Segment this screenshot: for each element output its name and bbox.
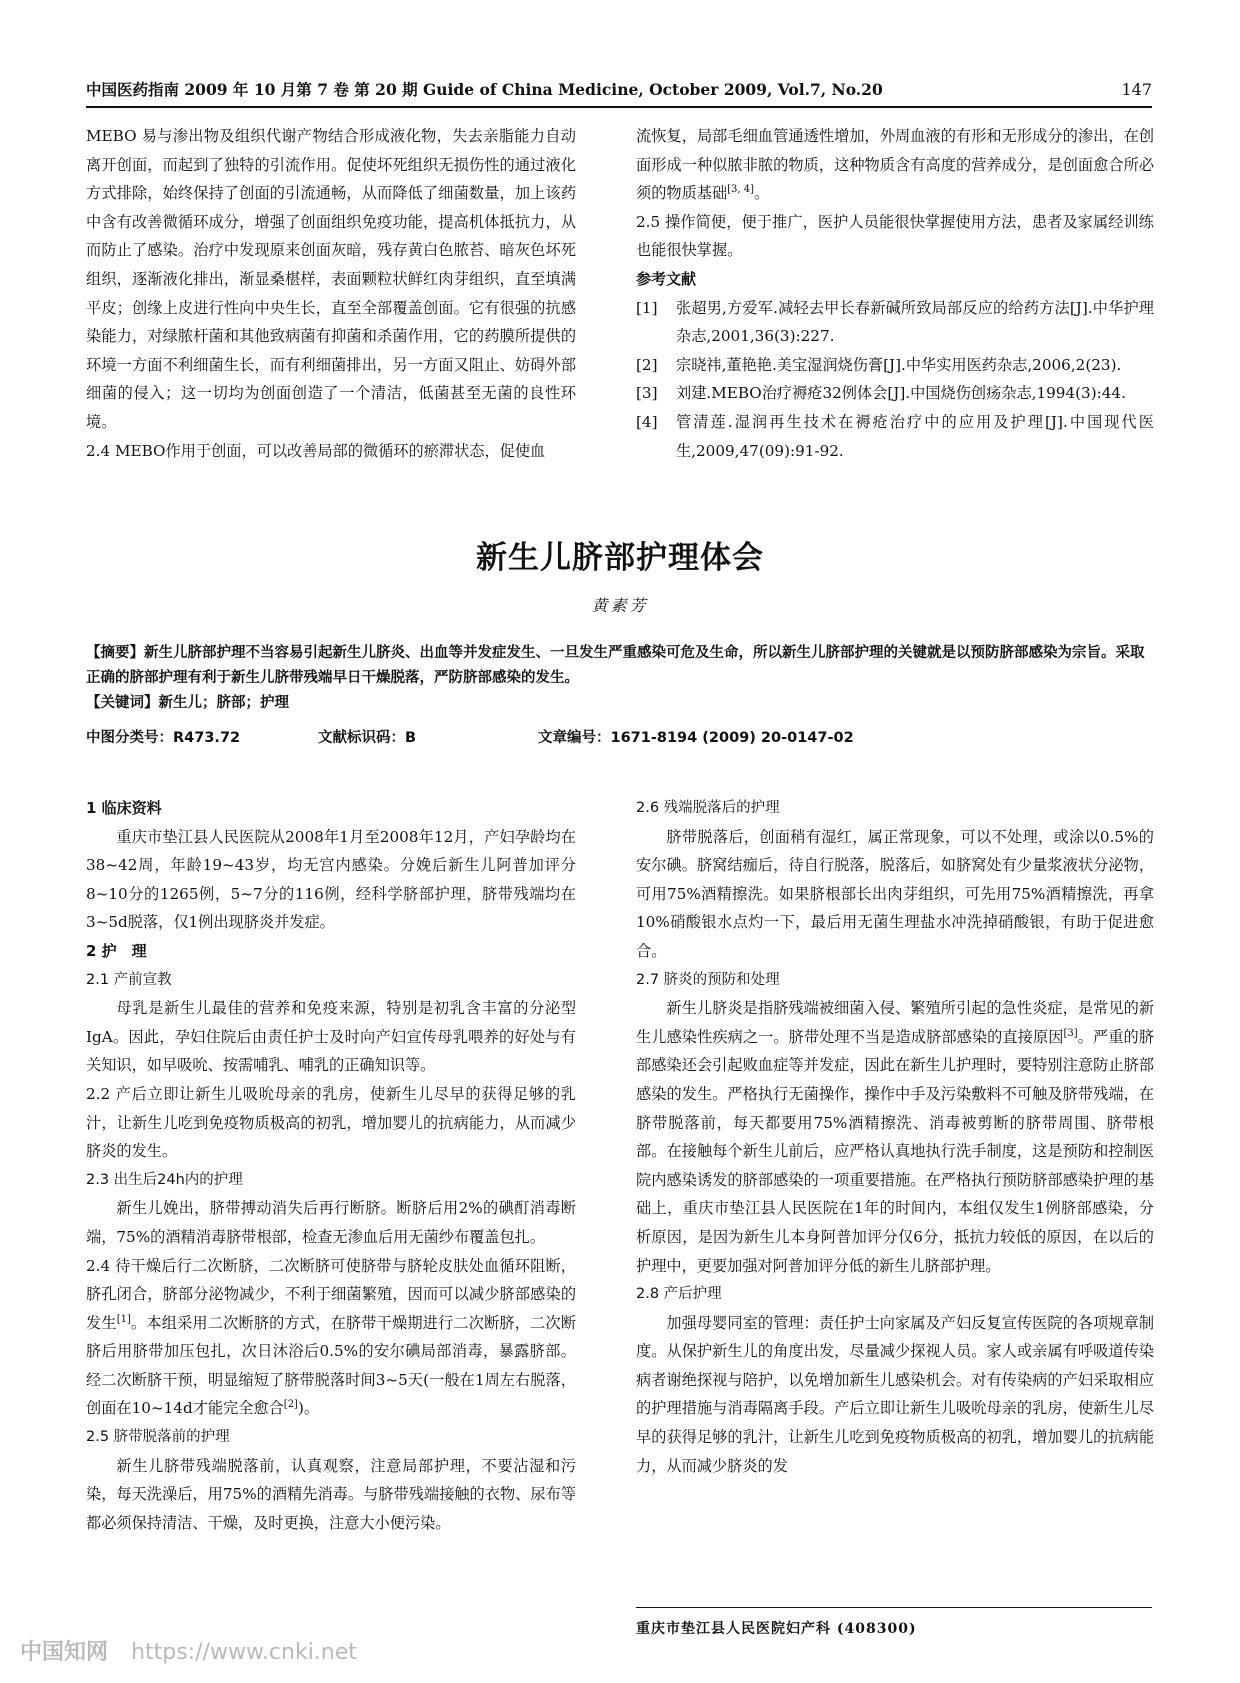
article-author: 黄素芳	[591, 596, 649, 615]
abstract-block	[86, 640, 1154, 715]
author-affiliation: 重庆市垫江县人民医院妇产科 (408300)	[636, 1607, 1152, 1638]
section-heading: 2 护 理	[86, 941, 147, 960]
paragraph: 脐带脱落后，创面稍有湿红，属正常现象，可以不处理，或涂以0.5%的安尔碘。脐窝结痂后，待自行脱落，脱落后，如脐窝处有少量浆液状分泌物，可用75%酒精擦洗。如果脐根部长出肉芽组织，可先用75%酒精擦洗，再拿10%硝酸银水点灼一下，最后用无菌生理盐水冲洗掉硝酸银，有助于促进愈合。	[636, 827, 1154, 960]
section-heading: 1 临床资料	[86, 799, 162, 817]
citation: [3]	[1063, 1027, 1078, 1039]
cnki-watermark	[20, 1635, 357, 1666]
running-head: 中国医药指南 2009 年 10 月第 7 卷 第 20 期 Guide of China Medicine, October 2009, Vol.7, No.20	[86, 80, 883, 99]
article-right-column	[636, 794, 1154, 1480]
paragraph: 加强母婴同室的管理：责任护士向家属及产妇反复宣传医院的各项规章制度。从保护新生儿的角度出发，尽量减少探视人员。家人或亲属有呼吸道传染病者谢绝探视与陪护，以免增加新生儿感染机会。对有传染病的产妇采取相应的护理措施与消毒隔离手段。产后立即让新生儿吸吮母亲的乳房，使新生儿尽早的获得足够的乳汁，让新生儿吃到免疫物质极高的初乳，增加婴儿的抗病能力，从而减少脐炎的发	[636, 1313, 1154, 1475]
reference-item: [1] 张超男,方爱军.减轻去甲长春新碱所致局部反应的给药方法[J].中华护理杂志,2001,36(3):227.	[636, 298, 1154, 346]
article-number: 文章编号：1671-8194 (2009) 20-0147-02	[538, 730, 854, 746]
article-title: 新生儿脐部护理体会	[476, 540, 764, 576]
abstract-label: 【摘要】	[86, 644, 144, 661]
references-heading: 参考文献	[636, 269, 697, 288]
clc-number: 中图分类号：R473.72	[86, 730, 241, 746]
subsection-heading: 2.7 脐炎的预防和处理	[636, 971, 780, 988]
citation: [1]	[116, 1313, 131, 1325]
cnki-url: https://www.cnki.net	[131, 1640, 357, 1665]
paragraph: 新生儿脐带残端脱落前，认真观察，注意局部护理，不要沾湿和污染，每天洗澡后，用75%的酒精先消毒。与脐带残端接触的衣物、尿布等都必须保持清洁、干燥，及时更换，注意大小便污染。	[86, 1456, 576, 1532]
paragraph: 新生儿脐炎是指脐残端被细菌入侵、繁殖所引起的急性炎症，是常见的新生儿感染性疾病之一。脐带处理不当是造成脐部感染的直接原因[3]。严重的脐部感染还会引起败血症等并发症，因此在新生儿护理时，要特别注意防止脐部感染的发生。严格执行无菌操作，操作中手及污染敷料不可触及脐带残端，在脐带脱落前，每天都要用75%酒精擦洗、消毒被剪断的脐带周围、脐带根部。在接触每个新生儿前后，应严格认真地执行洗手制度，这是预防和控制医院内感染诱发的脐部感染的一项重要措施。在严格执行预防脐部感染护理的基础上，重庆市垫江县人民医院在1年的时间内，本组仅发生1例脐部感染，分析原因，是因为新生儿本身阿普加评分仅6分，抵抗力较低的原因，在以后的护理中，更要加强对阿普加评分低的新生儿脐部护理。	[636, 999, 1155, 1275]
page-number: 147	[1121, 80, 1152, 99]
paragraph: 2.4 待干燥后行二次断脐，二次断脐可使脐带与脐轮皮肤处血循环阻断，脐孔闭合，脐部分泌物减少，不利于细菌繁殖，因而可以减少脐部感染的发生[1]。本组采用二次断脐的方式，在脐带干燥期进行二次断脐，二次断脐后用脐带加压包扎，次日沐浴后0.5%的安尔碘局部消毒，暴露脐部。经二次断脐干预，明显缩短了脐带脱落时间3~5天(一般在1周左右脱落，创面在10~14d才能完全愈合[2])。	[86, 1256, 577, 1418]
subsection-heading: 2.1 产前宣教	[86, 971, 172, 988]
paragraph: 2.2 产后立即让新生儿吸吮母亲的乳房，使新生儿尽早的获得足够的乳汁，让新生儿吃到免疫物质极高的初乳，增加婴儿的抗病能力，从而减少脐炎的发生。	[86, 1084, 576, 1161]
citation: [2]	[283, 1399, 298, 1411]
references-list	[636, 294, 1154, 466]
abstract: 【摘要】新生儿脐部护理不当容易引起新生儿脐炎、出血等并发症发生、一旦发生严重感染可危及生命，所以新生儿脐部护理的关键就是以预防脐部感染为宗旨。采取正确的脐部护理有利于新生儿脐带残端早日干燥脱落，严防脐部感染的发生。	[86, 644, 1145, 686]
paragraph: 母乳是新生儿最佳的营养和免疫来源，特别是初乳含丰富的分泌型IgA。因此，孕妇住院后由责任护士及时向产妇宣传母乳喂养的好处与有关知识，如早吸吮、按需哺乳、哺乳的正确知识等。	[86, 999, 576, 1075]
paragraph: 重庆市垫江县人民医院从2008年1月至2008年12月，产妇孕龄均在38~42周，年龄19~43岁，均无宫内感染。分娩后新生儿阿普加评分8~10分的1265例，5~7分的116例，经科学脐部护理，脐带残端均在3~5d脱落，仅1例出现脐炎并发症。	[86, 827, 576, 932]
prev-paragraph-2-4: 2.4 MEBO作用于创面，可以改善局部的微循环的瘀滞状态，促使血	[86, 441, 546, 460]
running-header	[86, 78, 1152, 108]
reference-item: [2] 宗晓祎,董艳艳.美宝湿润烧伤膏[J].中华实用医药杂志,2006,2(23).	[636, 355, 1122, 374]
prev-paragraph-2-5: 2.5 操作简便，便于推广，医护人员能很快掌握使用方法，患者及家属经训练也能很快掌握。	[636, 212, 1154, 260]
subsection-heading: 2.5 脐带脱落前的护理	[86, 1429, 230, 1446]
prev-paragraph: MEBO 易与渗出物及组织代谢产物结合形成液化物，失去亲脂能力自动离开创面，而起到了独特的引流作用。促使坏死组织无损伤性的通过液化方式排除，始终保持了创面的引流通畅，从而降低了细菌数量，加上该药中含有改善微循环成分，增强了创面组织免疫功能，提高机体抵抗力，从而防止了感染。治疗中发现原来创面灰暗，残存黄白色脓苔、暗灰色坏死组织，逐渐液化排出，渐显桑椹样，表面颗粒状鲜红肉芽组织，直至填满平皮；创缘上皮进行性向中央生长，直至全部覆盖创面。它有很强的抗感染能力，对绿脓杆菌和其他致病菌有抑菌和杀菌作用，它的药膜所提供的环境一方面不利细菌生长，而有利细菌排出，另一方面又阻止、妨碍外部细菌的侵入；这一切均为创面创造了一个清洁，低菌甚至无菌的良性环境。	[86, 127, 576, 431]
article-left-column	[86, 794, 576, 1537]
subsection-heading: 2.3 出生后24h内的护理	[86, 1171, 243, 1188]
reference-item: [4] 管清莲.湿润再生技术在褥疮治疗中的应用及护理[J].中国现代医生,2009,47(09):91-92.	[636, 412, 1154, 460]
keywords: 【关键词】新生儿；脐部；护理	[86, 694, 289, 711]
prev-paragraph-cont: 流恢复，局部毛细血管通透性增加，外周血液的有形和无形成分的渗出，在创面形成一种似脓非脓的物质，这种物质含有高度的营养成分，是创面愈合所必须的物质基础[3, 4]。	[636, 127, 1154, 203]
subsection-heading: 2.6 残端脱落后的护理	[636, 800, 780, 816]
cnki-logo: 中国知网	[20, 1640, 109, 1665]
subsection-heading: 2.8 产后护理	[636, 1286, 722, 1303]
paragraph: 新生儿娩出，脐带搏动消失后再行断脐。断脐后用2%的碘酊消毒断端，75%的酒精消毒脐带根部，检查无渗血后用无菌纱布覆盖包扎。	[86, 1199, 576, 1246]
keywords-label: 【关键词】	[86, 694, 159, 711]
prev-article-right-column	[636, 122, 1154, 465]
prev-article-left-column	[86, 122, 576, 465]
citation: [3, 4]	[727, 184, 755, 196]
reference-item: [3] 刘建.MEBO治疗褥疮32例体会[J].中国烧伤创疡杂志,1994(3):44.	[636, 384, 1126, 403]
document-code: 文献标识码：B	[318, 730, 417, 746]
